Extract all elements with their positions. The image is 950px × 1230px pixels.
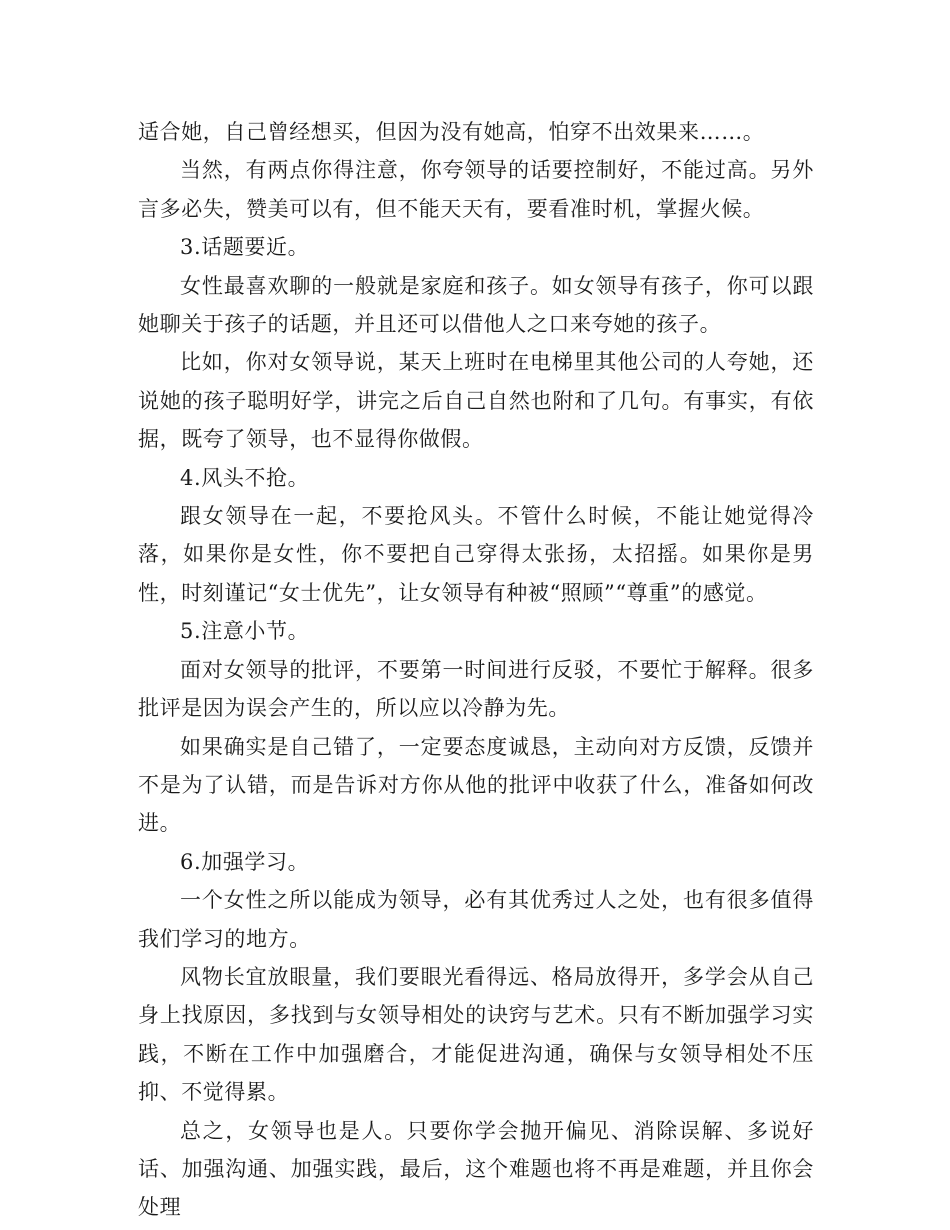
paragraph: 总之，女领导也是人。只要你学会抛开偏见、消除误解、多说好话、加强沟通、加强实践，最后，这个难题也将不再是难题，并且你会处理 xyxy=(138,1118,814,1220)
section-heading: 3.话题要近。 xyxy=(180,235,310,260)
paragraph: 当然，有两点你得注意，你夸领导的话要控制好，不能过高。另外言多必失，赞美可以有，但不能天天有，要看准时机，掌握火候。 xyxy=(138,158,814,221)
paragraph: 比如，你对女领导说，某天上班时在电梯里其他公司的人夸她，还说她的孩子聪明好学，讲完之后自己自然也附和了几句。有事实，有依据，既夸了领导，也不显得你做假。 xyxy=(138,350,814,452)
document-body xyxy=(138,113,814,1227)
paragraph: 面对女领导的批评，不要第一时间进行反驳，不要忙于解释。很多批评是因为误会产生的，所以应以冷静为先。 xyxy=(138,657,814,721)
paragraph: 风物长宜放眼量，我们要眼光看得远、格局放得开，多学会从自己身上找原因，多找到与女领导相处的诀窍与艺术。只有不断加强学习实践，不断在工作中加强磨合，才能促进沟通，确保与女领导相处不压抑、不觉得累。 xyxy=(138,964,814,1105)
paragraph: 女性最喜欢聊的一般就是家庭和孩子。如女领导有孩子，你可以跟她聊关于孩子的话题，并且还可以借他人之口来夸她的孩子。 xyxy=(138,273,814,337)
paragraph: 如果确实是自己错了，一定要态度诚恳，主动向对方反馈，反馈并不是为了认错，而是告诉对方你从他的批评中收获了什么，准备如何改进。 xyxy=(138,734,814,836)
section-heading: 4.风头不抢。 xyxy=(180,465,310,490)
paragraph: 跟女领导在一起，不要抢风头。不管什么时候，不能让她觉得冷落，如果你是女性，你不要把自己穿得太张扬，太招摇。如果你是男性，时刻谨记“女士优先”，让女领导有种被“照顾”“尊重”的感觉。 xyxy=(138,504,814,605)
section-heading: 5.注意小节。 xyxy=(180,619,310,644)
paragraph-continuation: 适合她，自己曾经想买，但因为没有她高，怕穿不出效果来……。 xyxy=(138,120,765,144)
section-heading: 6.加强学习。 xyxy=(180,849,310,874)
paragraph: 一个女性之所以能成为领导，必有其优秀过人之处，也有很多值得我们学习的地方。 xyxy=(138,888,814,951)
